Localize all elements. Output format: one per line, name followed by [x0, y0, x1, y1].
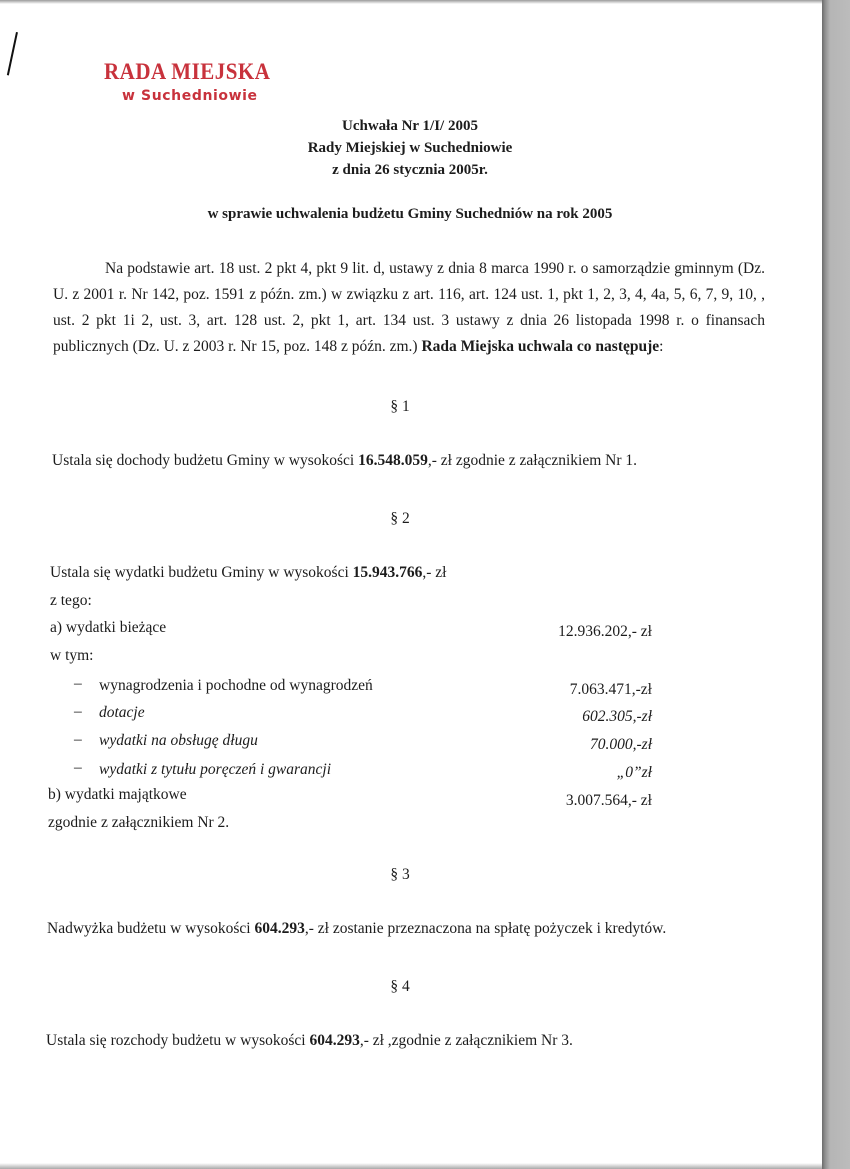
scan-bottom-edge [0, 1163, 822, 1169]
preamble-text: Na podstawie art. 18 ust. 2 pkt 4, pkt 9 lit. d, ustawy z dnia 8 marca 1990 r. o samorządzie gminnym (Dz. U. z 2001 r. Nr 142, poz. 1591 z późn. zm.) w związku z art. 116, art. 124 ust. 1, pkt 1, 2, 3, 4, 4a, 5, 6, 7, 9, 10, , ust. 2 pkt 1i 2, ust. 3, art. 128 ust. 2, pkt 1, art. 134 ust. 3 ustawy z dnia 26 listopada 1998 r. o finansach publicznych (Dz. U. z 2003 r. Nr 15, poz. 148 z późn. zm.) [53, 260, 765, 355]
item-value: 7.063.471,-zł [569, 681, 652, 698]
section-3-heading: § 3 [390, 866, 410, 883]
section-3-text [47, 920, 666, 938]
stamp-line-1: RADA MIEJSKA [104, 58, 271, 85]
section-4-heading: § 4 [390, 978, 410, 995]
item-label: wydatki z tytułu poręczeń i gwarancji [99, 761, 332, 778]
s2-text-before: Ustala się wydatki budżetu Gminy w wysokości [50, 564, 353, 581]
title-line-3: z dnia 26 stycznia 2005r. [332, 162, 488, 178]
s3-amount: 604.293 [254, 920, 305, 937]
item-dash: – [74, 759, 82, 776]
s1-text-before: Ustala się dochody budżetu Gminy w wysokości [52, 452, 359, 469]
s2-footer: zgodnie z załącznikiem Nr 2. [48, 814, 230, 831]
item-label: wynagrodzenia i pochodne od wynagrodzeń [99, 677, 373, 694]
item-value: 602.305,-zł [582, 708, 652, 725]
item-dash: – [74, 675, 82, 692]
s1-amount: 16.548.059 [358, 452, 428, 469]
s2-z-tego: z tego: [50, 592, 92, 609]
scan-right-edge [822, 0, 850, 1169]
s3-text-after: ,- zł zostanie przeznaczona na spłatę pożyczek i kredytów. [304, 920, 667, 937]
s4-text-after: ,- zł ,zgodnie z załącznikiem Nr 3. [359, 1032, 573, 1049]
title-line-1: Uchwała Nr 1/I/ 2005 [342, 118, 478, 134]
s2-a-value: 12.936.202,- zł [558, 623, 652, 640]
item-value: 70.000,-zł [590, 736, 652, 753]
s3-text-before: Nadwyżka budżetu w wysokości [47, 920, 255, 937]
resolution-subject: w sprawie uchwalenia budżetu Gminy Suchedniów na rok 2005 [207, 206, 613, 222]
s4-amount: 604.293 [309, 1032, 360, 1049]
s2-b-label: b) wydatki majątkowe [48, 786, 187, 803]
s2-text-after: ,- zł [422, 564, 447, 581]
section-4-text [46, 1032, 573, 1050]
item-dash: – [74, 703, 82, 720]
preamble-paragraph [53, 256, 765, 360]
scan-top-edge [0, 0, 822, 4]
s4-text-before: Ustala się rozchody budżetu w wysokości [46, 1032, 310, 1049]
s2-b-value: 3.007.564,- zł [565, 792, 652, 809]
item-label: wydatki na obsługę długu [99, 732, 258, 749]
preamble-colon: : [659, 338, 664, 355]
item-value: „0”zł [616, 764, 652, 781]
item-label: dotacje [99, 704, 145, 721]
s2-amount: 15.943.766 [352, 564, 423, 581]
section-2-text [50, 564, 447, 582]
s2-a-label: a) wydatki bieżące [50, 619, 167, 636]
section-1-heading: § 1 [390, 398, 410, 415]
item-dash: – [74, 731, 82, 748]
section-1-text [52, 452, 637, 470]
preamble-bold-end: Rada Miejska uchwala co następuje [421, 338, 660, 355]
section-2-heading: § 2 [390, 510, 410, 527]
s2-w-tym: w tym: [50, 647, 94, 664]
stamp-line-2: w Suchedniowie [122, 88, 258, 104]
title-line-2: Rady Miejskiej w Suchedniowie [307, 140, 513, 156]
margin-slash-mark [7, 32, 18, 75]
s1-text-after: ,- zł zgodnie z załącznikiem Nr 1. [427, 452, 637, 469]
